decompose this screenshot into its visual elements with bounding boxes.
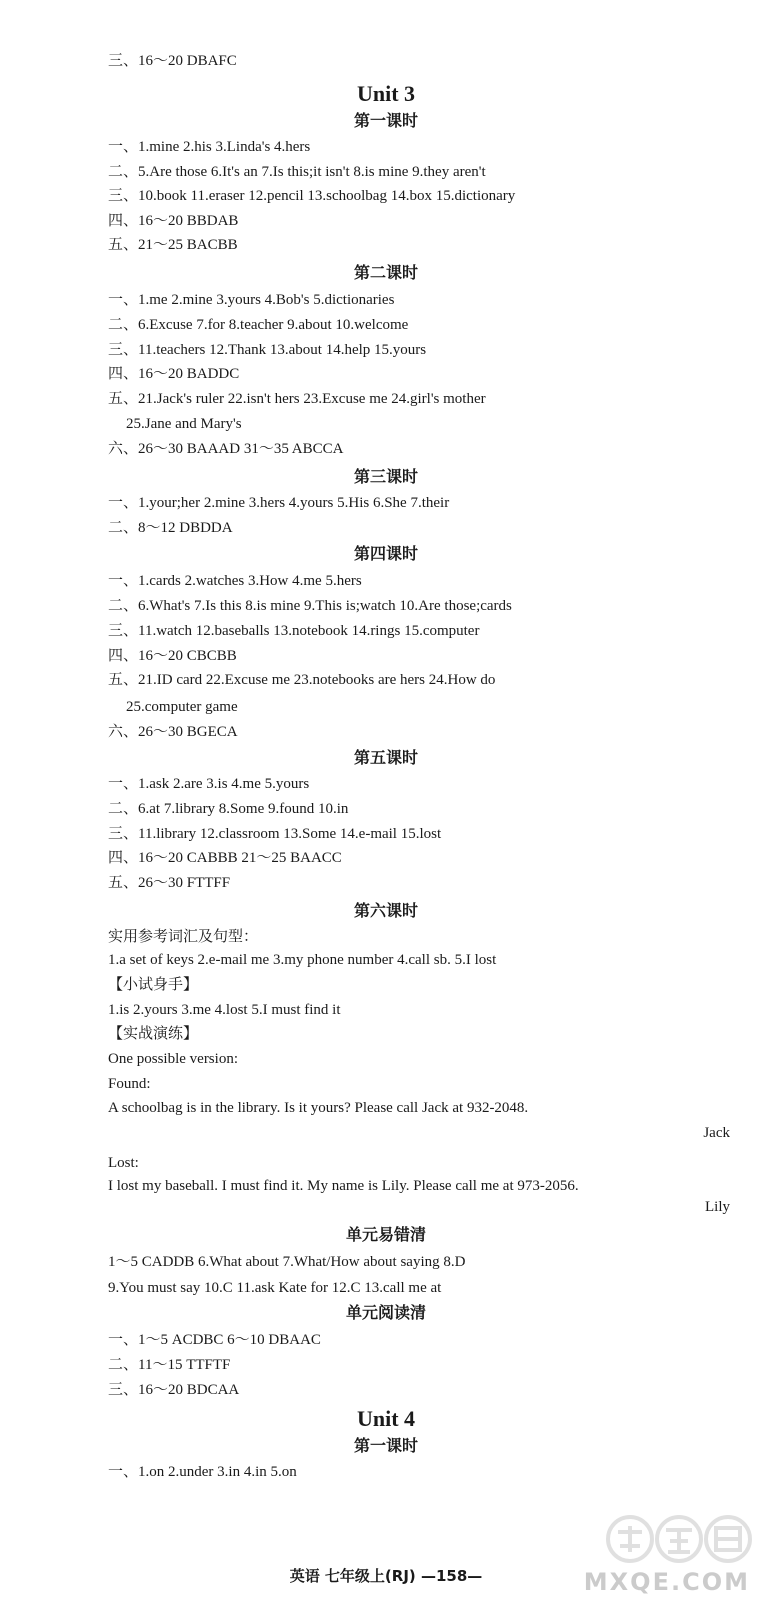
watermark-logo-icon — [604, 1512, 754, 1566]
answer-line: 五、21～25 BACBB — [108, 237, 238, 253]
answer-line: 25.Jane and Mary's — [126, 416, 242, 432]
answer-line: 三、11.library 12.classroom 13.Some 14.e-mail 15.lost — [108, 826, 442, 842]
answer-line: 六、26～30 BGECA — [108, 724, 238, 740]
answer-line: 六、26～30 BAAAD 31～35 ABCCA — [108, 441, 344, 457]
answer-line: 一、1.on 2.under 3.in 4.in 5.on — [108, 1464, 297, 1480]
answer-line: 9.You must say 10.C 11.ask Kate for 12.C 13.call me at — [108, 1280, 442, 1296]
watermark-text: MXQE.COM — [583, 1568, 750, 1596]
answer-line: 五、26～30 FTTFF — [108, 875, 231, 891]
answer-line: 四、16～20 CBCBB — [108, 648, 237, 664]
section-heading: 第六课时 — [353, 901, 418, 920]
answer-line: 实用参考词汇及句型： — [108, 929, 259, 945]
section-heading: 第一课时 — [353, 111, 418, 130]
bracket-heading: 【实战演练】 — [108, 1026, 199, 1042]
answer-line: I lost my baseball. I must find it. My name is Lily. Please call me at 973-2056. — [108, 1178, 579, 1194]
answer-line: One possible version: — [108, 1051, 238, 1067]
section-heading: 第三课时 — [353, 467, 418, 486]
answer-line: Found: — [108, 1076, 151, 1092]
answer-line: 五、21.Jack's ruler 22.isn't hers 23.Excuse me 24.girl's mother — [108, 391, 486, 407]
answer-line: 1.is 2.yours 3.me 4.lost 5.I must find it — [108, 1002, 341, 1018]
answer-line: 二、6.Excuse 7.for 8.teacher 9.about 10.welcome — [108, 317, 409, 333]
signature: Jack — [703, 1125, 730, 1141]
answer-line: A schoolbag is in the library. Is it yours? Please call Jack at 932-2048. — [108, 1100, 529, 1116]
answer-line: 三、10.book 11.eraser 12.pencil 13.schoolbag 14.box 15.dictionary — [108, 188, 516, 204]
answer-line: 三、11.teachers 12.Thank 13.about 14.help 15.yours — [108, 342, 427, 358]
answer-line: 二、6.What's 7.Is this 8.is mine 9.This is;watch 10.Are those;cards — [108, 598, 512, 614]
answer-line: Lost: — [108, 1155, 139, 1171]
answer-line: 五、21.ID card 22.Excuse me 23.notebooks are hers 24.How do — [108, 672, 496, 688]
answer-line: 25.computer game — [126, 699, 238, 715]
answer-line: 四、16～20 CABBB 21～25 BAACC — [108, 850, 342, 866]
section-heading: 单元阅读清 — [345, 1303, 426, 1322]
answer-line: 二、5.Are those 6.It's an 7.Is this;it isn't 8.is mine 9.they aren't — [108, 164, 486, 180]
answer-line: 二、8～12 DBDDA — [108, 520, 233, 536]
answer-line: 三、11.watch 12.baseballs 13.notebook 14.rings 15.computer — [108, 623, 480, 639]
answer-line: 三、16～20 BDCAA — [108, 1382, 240, 1398]
answer-line: 二、6.at 7.library 8.Some 9.found 10.in — [108, 801, 349, 817]
answer-line: 1.a set of keys 2.e-mail me 3.my phone number 4.call sb. 5.I lost — [108, 952, 497, 968]
bracket-heading: 【小试身手】 — [108, 977, 199, 993]
unit-3-title: Unit 3 — [356, 81, 416, 106]
answer-line: 一、1.cards 2.watches 3.How 4.me 5.hers — [108, 573, 362, 589]
answer-line: 一、1～5 ACDBC 6～10 DBAAC — [108, 1332, 321, 1348]
section-heading: 单元易错清 — [345, 1225, 426, 1244]
answer-line: 一、1.ask 2.are 3.is 4.me 5.yours — [108, 776, 310, 792]
unit-4-title: Unit 4 — [356, 1406, 416, 1431]
answer-line: 一、1.your;her 2.mine 3.hers 4.yours 5.His 6.She 7.their — [108, 495, 450, 511]
answer-line: 一、1.mine 2.his 3.Linda's 4.hers — [108, 139, 311, 155]
page-footer: 英语 七年级上(RJ) —158— — [289, 1567, 483, 1585]
section-heading: 第二课时 — [353, 263, 418, 282]
answer-line: 四、16～20 BADDC — [108, 366, 240, 382]
section-heading: 第一课时 — [353, 1436, 418, 1455]
answer-line: 二、11～15 TTFTF — [108, 1357, 231, 1373]
answer-line: 四、16～20 BBDAB — [108, 213, 239, 229]
section-heading: 第五课时 — [353, 748, 418, 767]
answer-line: 一、1.me 2.mine 3.yours 4.Bob's 5.dictionaries — [108, 292, 395, 308]
answer-line: 三、16～20 DBAFC — [108, 53, 237, 69]
section-heading: 第四课时 — [353, 544, 418, 563]
answer-line: 1～5 CADDB 6.What about 7.What/How about saying 8.D — [108, 1254, 466, 1270]
signature: Lily — [705, 1199, 730, 1215]
